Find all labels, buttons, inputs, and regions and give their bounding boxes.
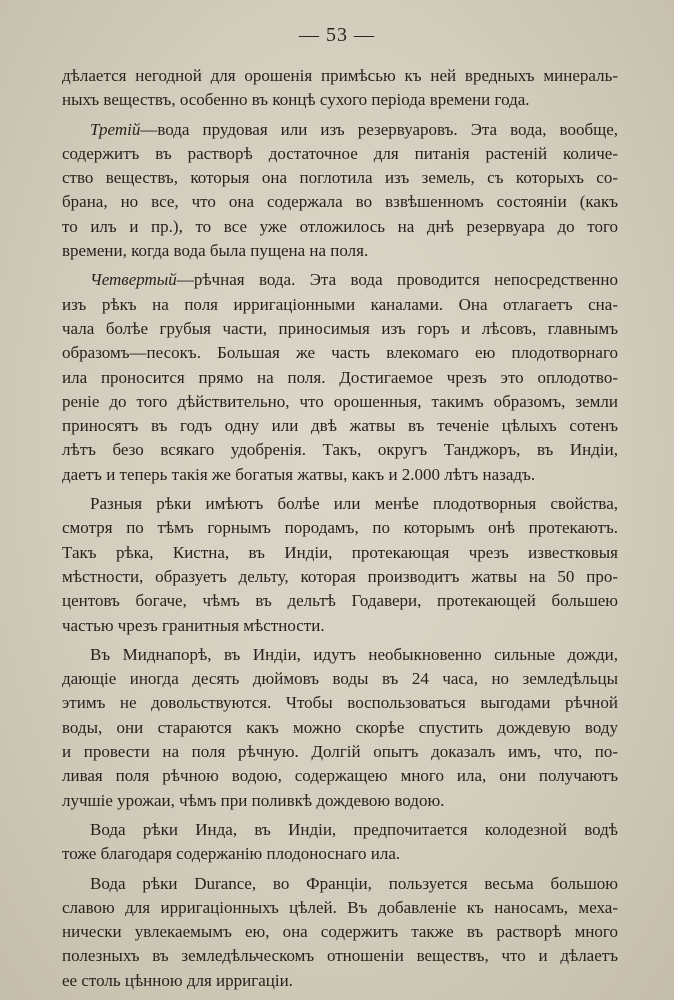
page-text — [62, 64, 618, 998]
text-line-rest: —вода прудовая или изъ резервуаровъ. Эта вода, вообще, — [140, 119, 618, 139]
text-line: Вода рѣки Durance, во Франціи, пользуется весьма большою — [90, 873, 618, 893]
text-line: Разныя рѣки имѣютъ болѣе или менѣе плодотворныя свойства, — [90, 494, 618, 514]
paragraph-lead: Четвертый — [90, 270, 177, 290]
text-line: Такъ рѣка, Кистна, въ Индіи, протекающая чрезъ известковыя — [62, 542, 618, 562]
text-line: даетъ и теперь такія же богатыя жатвы, какъ и 2.000 лѣтъ назадъ. — [62, 464, 536, 484]
paragraph-1 — [62, 64, 618, 113]
text-line: центовъ богаче, чѣмъ въ дельтѣ Годавери, протекающей большею — [62, 591, 618, 611]
text-line: нически увлекаемымъ ею, она содержитъ также въ растворѣ много — [62, 922, 618, 942]
text-line: времени, когда вода была пущена на поля. — [62, 241, 369, 261]
text-line: Въ Миднапорѣ, въ Индіи, идутъ необыкновенно сильные дожди, — [90, 644, 618, 664]
paragraph-5 — [62, 643, 618, 813]
text-line: то илъ и пр.), то все уже отложилось на днѣ резервуара до того — [62, 216, 618, 236]
page-number: — 53 — — [299, 24, 375, 46]
paragraph-4 — [62, 492, 618, 638]
paragraph-2 — [62, 118, 618, 264]
text-line: полезныхъ въ земледѣльческомъ отношеніи веществъ, что и дѣлаетъ — [62, 946, 618, 966]
text-line: славою для ирригаціонныхъ цѣлей. Въ добавленіе къ наносамъ, меха- — [62, 897, 618, 917]
text-line: ныхъ веществъ, особенно въ концѣ сухого періода времени года. — [62, 90, 530, 110]
text-line: мѣстности, образуетъ дельту, которая производитъ жатвы на 50 про- — [62, 566, 618, 586]
text-line: образомъ—песокъ. Большая же часть влекомаго ею плодотворнаго — [62, 343, 618, 363]
text-line: изъ рѣкъ на поля ирригаціонными каналами. Она отлагаетъ сна- — [62, 294, 618, 314]
text-line: ила проносится прямо на поля. Достигаемое чрезъ это оплодотво- — [62, 367, 618, 387]
text-line: воды, они стараются какъ можно скорѣе спустить дождевую воду — [62, 717, 618, 737]
text-line: реніе до того дѣйствительно, что орошенныя, такимъ образомъ, земли — [62, 391, 618, 411]
text-line: и провести на поля рѣчную. Долгій опытъ доказалъ имъ, что, по- — [62, 742, 618, 762]
text-line: ее столь цѣнною для ирригаціи. — [62, 970, 293, 990]
text-line — [62, 118, 618, 142]
paragraph-lead: Третій — [90, 119, 141, 139]
text-line: содержитъ въ растворѣ достаточное для питанія растеній количе- — [62, 143, 618, 163]
text-line-rest: —рѣчная вода. Эта вода проводится непосредственно — [176, 270, 618, 290]
text-line: брана, но все, что она содержала во взвѣшенномъ состояніи (какъ — [62, 192, 618, 212]
text-line: Вода рѣки Инда, въ Индіи, предпочитается колодезной водѣ — [90, 819, 618, 839]
text-line: частью чрезъ гранитныя мѣстности. — [62, 615, 325, 635]
text-line: дѣлается негодной для орошенія примѣсью къ ней вредныхъ минераль- — [62, 66, 618, 85]
paragraph-7 — [62, 872, 618, 993]
text-line: чала болѣе грубыя части, приносимыя изъ горъ и лѣсовъ, главнымъ — [62, 318, 618, 338]
text-line: смотря по тѣмъ горнымъ породамъ, по которымъ онѣ протекаютъ. — [62, 518, 618, 538]
text-line: ливая поля рѣчною водою, содержащею много ила, они получаютъ — [62, 766, 618, 786]
text-line: тоже благодаря содержанію плодоноснаго ила. — [62, 844, 401, 864]
text-line: лучшіе урожаи, чѣмъ при поливкѣ дождевою водою. — [62, 790, 445, 810]
text-line: этимъ не довольствуются. Чтобы воспользоваться выгодами рѣчной — [62, 693, 618, 713]
paragraph-6 — [62, 818, 618, 867]
text-line: дающіе иногда десять дюймовъ воды въ 24 часа, но земледѣльцы — [62, 669, 618, 689]
paragraph-3 — [62, 268, 618, 487]
text-line: ство веществъ, которыя она поглотила изъ земель, съ которыхъ со- — [62, 168, 618, 188]
text-line: приносятъ въ годъ одну или двѣ жатвы въ теченіе цѣлыхъ сотенъ — [62, 416, 618, 436]
text-line — [62, 268, 618, 292]
text-line: лѣтъ безо всякаго удобренія. Такъ, округъ Танджоръ, въ Индіи, — [62, 440, 618, 460]
